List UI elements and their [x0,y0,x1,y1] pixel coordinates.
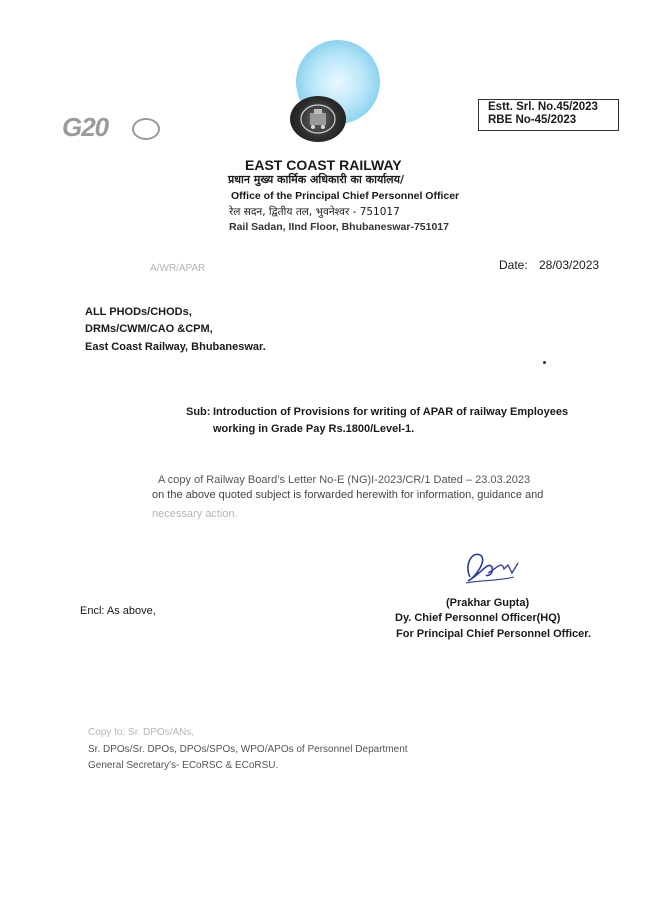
enclosure-note: Encl: As above, [80,605,156,617]
subject-label: Sub: [186,406,211,418]
addressee-line: DRMs/CWM/CAO &CPM, [85,323,213,335]
subject-line: Introduction of Provisions for writing of APAR of railway Employees [213,406,569,418]
address-hindi: रेल सदन, द्वितीय तल, भुवनेश्वर - 751017 [229,206,400,218]
scan-speck [543,361,546,364]
globe-icon [132,118,160,140]
handwritten-signature [458,547,528,589]
signatory-name: (Prakhar Gupta) [446,597,530,609]
addressee-line: East Coast Railway, Bhubaneswar. [85,341,266,353]
office-title: Office of the Principal Chief Personnel Officer [231,190,460,202]
body-line: A copy of Railway Board’s Letter No-E (NG)I-2023/CR/1 Dated – 23.03.2023 [158,474,531,486]
addressee-line: ALL PHODs/CHODs, [85,306,192,318]
body-line: necessary action. [152,508,238,520]
copy-to-line: Sr. DPOs/Sr. DPOs, DPOs/SPOs, WPO/APOs of Personnel Department [88,744,408,755]
organization-name: EAST COAST RAILWAY [245,157,402,173]
letter-number: A/WR/APAR [150,263,206,274]
body-line: on the above quoted subject is forwarded herewith for information, guidance and [152,489,544,501]
signatory-for-line: For Principal Chief Personnel Officer. [396,628,591,640]
office-title-hindi: प्रधान मुख्य कार्मिक अधिकारी का कार्यालय/ [228,173,405,186]
g20-logo-text: G20 [62,112,109,142]
date-value: 28/03/2023 [539,258,600,272]
indian-railways-emblem [290,96,346,142]
reference-number-box [478,99,619,131]
copy-to-line: Copy to: Sr. DPOs/ANs, [88,727,195,738]
signatory-designation: Dy. Chief Personnel Officer(HQ) [395,612,561,624]
rbe-number: RBE No-45/2023 [488,114,577,126]
copy-to-line: General Secretary's- ECoRSC & ECoRSU. [88,760,279,771]
date-label: Date: [499,258,528,272]
g20-logo [62,112,172,148]
address: Rail Sadan, IInd Floor, Bhubaneswar-751017 [229,221,449,233]
subject-line: working in Grade Pay Rs.1800/Level-1. [213,423,415,435]
estt-serial-number: Estt. Srl. No.45/2023 [488,101,598,113]
